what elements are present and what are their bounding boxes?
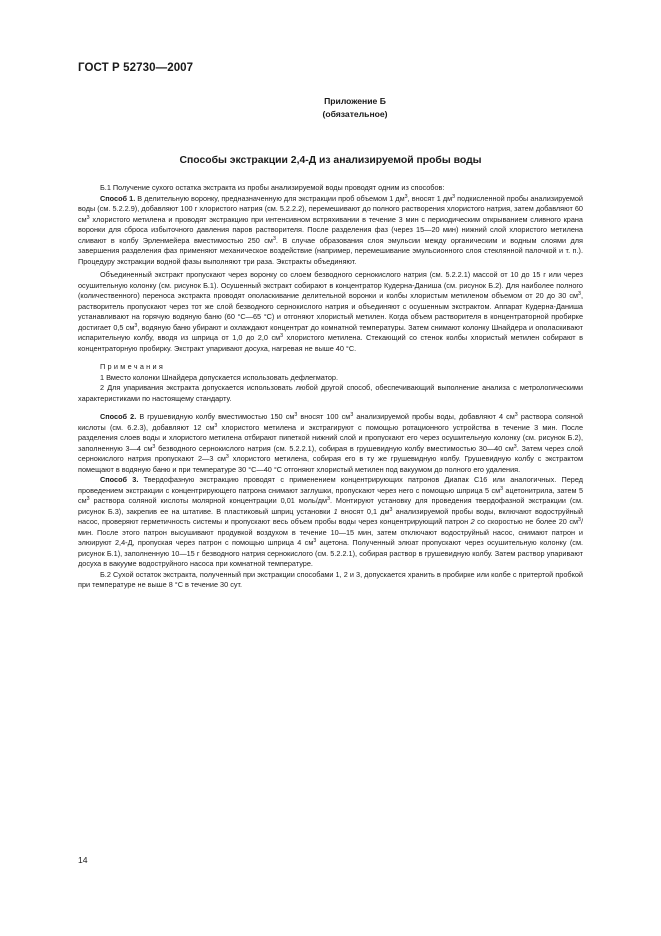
paragraph-method1-continued: Объединенный экстракт пропускают через воронку со слоем безводного сернокислого натрия (см. 5.2.2.1) массой от 10 до 15 г или через осушительную колонку (см. рисунок Б.1). Осушенный экстракт собирают в концентратор Кудерна-Даниша (см. рисунок Б.2). Для наиболее полного (количественного) переноса экстракта проводят ополаскивание делительной воронки и колбы хлористым метиленом объемом от 20 до 30 $см^3$, растворитель пропускают через тот же слой безводного сернокислого натрия и объединяют с осушенным экстрактом. Аппарат Кудерна-Даниша устанавливают на горячую водяную баню (60 °С—65 °С) и отгоняют хлористый метилен. Когда объем растворителя в концентраторной пробирке достигает 0,5 $см^3$, водяную баню убирают и охлаждают концентрат до комнатной температуры. Затем снимают колонку Шнайдера и ополаскивают испарительную колбу, вводя из шприца от 1,0 до 2,0 $см^3$ хлористого метилена. Стекающий со стенок колбы хлористый метилен собирают в концентраторную пробирку. Экстракт упаривают досуха, нагревая не выше 40 °С. [78,270,583,353]
paragraph-b1: Б.1 Получение сухого остатка экстракта из пробы анализируемой воды проводят одним из способов: [100,183,445,192]
annex-title: Приложение Б [324,96,386,106]
document-body [78,183,583,591]
paragraph-b2: Б.2 Сухой остаток экстракта, полученный при экстракции способами 1, 2 и 3, допускается хранить в пробирке или колбе с притертой пробкой при температуре не выше 8 °С в течение 30 сут. [78,569,583,589]
section-title: Способы экстракции 2,4-Д из анализируемой пробы воды [179,155,482,166]
document-header: ГОСТ Р 52730—2007 [78,62,194,74]
method2-label: Способ 2. [100,412,137,421]
annex-heading [300,95,410,121]
method1-label: Способ 1. [100,193,136,203]
paragraph-method3: Способ 3. Твердофазную экстракцию проводят с применением концентрирующих патронов Диапак С16 или аналогичных. Перед проведением экстракции с концентрирующего патрона снимают заглушки, пропускают через него с помощью шприца 5 $см^3$ ацетонитрила, затем 5 $см^3$ раствора соляной кислоты молярной концентрации 0,01 моль/$дм^3$. Монтируют установку для проведения твердофазной экстракции (см. рисунок Б.3), закрепив ее на штативе. В пластиковый шприц установки 1 вносят 0,1 $дм^3$ анализируемой пробы воды, включают водоструйный насос, проверяют герметичность системы и пропускают весь объем пробы воды через концентрирующий патрон 2 со скоростью не более 20 $см^3$/мин. После этого патрон высушивают продувкой воздухом в течение 10—15 мин, затем отключают водоструйный насос, снимают патрон и элюируют 2,4-Д, пропуская через патрон с помощью шприца 4 $см^3$ ацетона. Полученный элюат пропускают через осушительную колонку (см. рисунок Б.1), заполненную 10—15 г безводного натрия сернокислого (см. 5.2.2.1), собирая раствор в грушевидную колбу. Затем раствор упаривают досуха в вакууме водоструйного насоса при комнатной температуре. [78,475,584,568]
note-2: 2 Для упаривания экстракта допускается использовать любой другой способ, обеспечивающий выполнение анализа с метрологическими характеристиками по настоящему стандарту. [78,383,583,403]
method3-label: Способ 3. [100,475,139,484]
page-number: 14 [78,855,88,865]
paragraph-method1: Способ 1. В делительную воронку, предназначенную для экстракции проб объемом 1 $дм^3$, вносят 1 $дм^3$ подкисленной пробы анализируемой воды (см. 5.2.2.9), добавляют 100 г хлористого натрия (см. 5.2.2.2), перемешивают до полного растворения хлористого натрия, затем добавляют 60 $см^3$ хлористого метилена и проводят экстракцию при интенсивном встряхивании в течение 3 мин с периодическим открыванием сливного крана воронки для сброса избыточного давления паров растворителя. После разделения фаз (через 15—20 мин) нижний слой хлористого метилена сливают в колбу Эрленмейера вместимостью 250 $см^3$. В случае образования слоя эмульсии между органическим и водным слоями для завершения разделения фаз применяют механическое воздействие (например, перемешивание эмульсионного слоя стеклянной палочкой и т. п.). Процедуру экстракции водной фазы выполняют три раза. Экстракты объединяют. [78,193,583,266]
paragraph-method2: Способ 2. В грушевидную колбу вместимостью 150 $см^3$ вносят 100 $см^3$ анализируемой пробы воды, добавляют 4 $см^3$ раствора соляной кислоты (см. 6.2.3), добавляют 12 $см^3$ хлористого метилена и экстрагируют с помощью ротационного устройства в течение 3 мин. После разделения слоев воды и хлористого метилена отбирают пипеткой нижний слой и пропускают его через осушительную колонку (см. рисунок Б.2), заполненную 3—4 $см^3$ безводного сернокислого натрия (см. 5.2.2.1), собирая в грушевидную колбу вместимостью 30—40 $см^3$. Затем через слой сернокислого натрия пропускают 2—3 $см^3$ хлористого метилена, собирая его в ту же грушевидную колбу. Грушевидную колбу с экстрактом помещают в водяную баню и при температуре 30 °С—40 °С отгоняют хлористый метилен под вакуумом до полного его удаления. [78,412,583,474]
note-1: 1 Вместо колонки Шнайдера допускается использовать дефлегматор. [100,372,339,382]
notes-heading: Примечания [100,362,166,371]
annex-status: (обязательное) [322,109,388,119]
